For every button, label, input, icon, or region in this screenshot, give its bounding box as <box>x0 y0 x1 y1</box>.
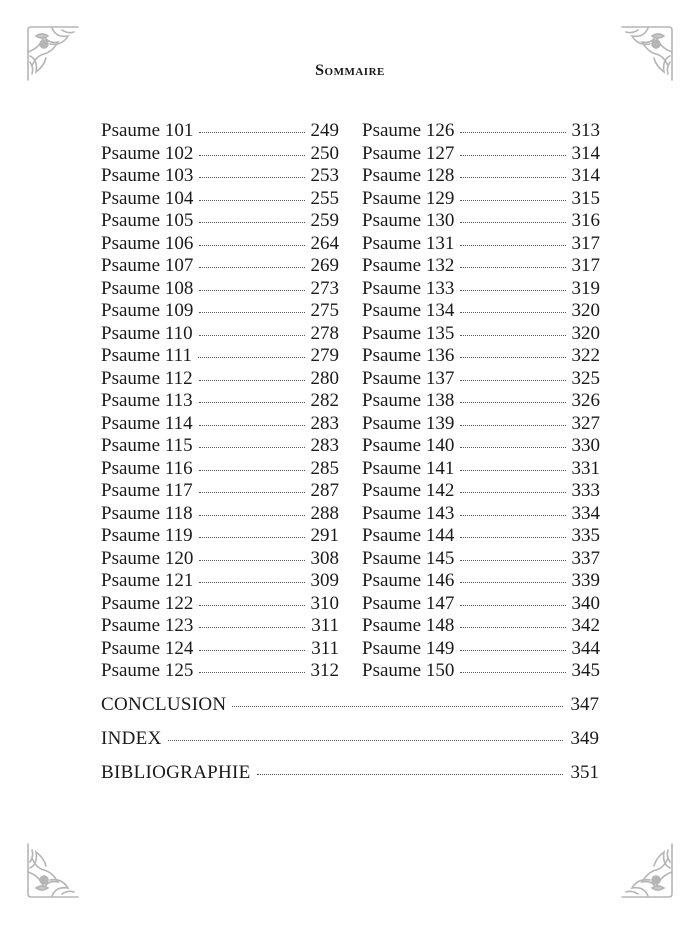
toc-row[interactable] <box>101 503 339 526</box>
dot-leader <box>460 267 565 268</box>
toc-page-number: 339 <box>571 570 600 591</box>
toc-entry-label: Psaume 105 <box>101 210 194 231</box>
toc-row[interactable] <box>101 660 339 683</box>
dot-leader <box>460 537 565 538</box>
toc-section-row[interactable] <box>101 694 599 728</box>
toc-page-number: 259 <box>310 210 339 231</box>
toc-page-number: 278 <box>310 322 339 344</box>
toc-page-number: 249 <box>310 120 339 141</box>
toc-entry-label: Psaume 112 <box>101 367 193 389</box>
page-title: Sommaire <box>315 62 385 79</box>
toc-row[interactable] <box>101 323 339 346</box>
toc-entry-label: Psaume 127 <box>362 142 455 164</box>
toc-page-number: 264 <box>310 232 339 254</box>
toc-page-number: 331 <box>571 457 600 479</box>
toc-entry-label: Psaume 141 <box>362 457 455 479</box>
toc-row[interactable] <box>101 435 339 458</box>
toc-page-number: 317 <box>571 232 600 254</box>
toc-page-number: 325 <box>571 367 600 389</box>
dot-leader <box>232 706 562 707</box>
toc-entry-label: Psaume 142 <box>362 480 455 501</box>
dot-leader <box>460 380 565 381</box>
dot-leader <box>199 560 304 561</box>
dot-leader <box>199 335 305 336</box>
toc-entry-label: Psaume 136 <box>362 345 455 366</box>
dot-leader <box>460 492 565 493</box>
toc-row[interactable] <box>362 413 600 436</box>
toc-page-number: 340 <box>571 592 600 614</box>
toc-row[interactable] <box>362 210 600 233</box>
dot-leader <box>199 155 304 156</box>
toc-entry-label: Psaume 128 <box>362 165 455 186</box>
dot-leader <box>199 222 304 223</box>
toc-row[interactable] <box>362 390 600 413</box>
toc-entry-label: Psaume 132 <box>362 255 455 276</box>
toc-entry-label: Psaume 126 <box>362 120 455 141</box>
toc-row[interactable] <box>101 188 339 211</box>
toc-page-number: 320 <box>571 300 600 321</box>
dot-leader <box>199 177 304 178</box>
dot-leader <box>257 774 563 775</box>
toc-page-number: 349 <box>570 728 599 749</box>
dot-leader <box>168 740 563 741</box>
toc-page-number: 319 <box>571 277 600 299</box>
dot-leader <box>199 650 305 651</box>
toc-row[interactable] <box>101 165 339 188</box>
dot-leader <box>199 515 305 516</box>
toc-page-number: 288 <box>310 502 339 524</box>
toc-row[interactable] <box>101 120 339 143</box>
toc-entry-label: Psaume 140 <box>362 435 455 456</box>
toc-page-number: 287 <box>310 480 339 501</box>
toc-page-number: 308 <box>310 547 339 569</box>
floral-corner-icon <box>618 840 678 902</box>
dot-leader <box>460 560 565 561</box>
toc-row[interactable] <box>362 548 600 571</box>
toc-entry-label: Psaume 138 <box>362 390 455 411</box>
dot-leader <box>460 582 565 583</box>
toc-row[interactable] <box>362 435 600 458</box>
toc-page-number: 315 <box>571 187 600 209</box>
dot-leader <box>199 582 304 583</box>
toc-page-number: 322 <box>571 345 600 366</box>
toc-page-number: 342 <box>571 615 600 636</box>
toc-entry-label: Psaume 118 <box>101 502 193 524</box>
dot-leader <box>199 402 305 403</box>
dot-leader <box>199 470 305 471</box>
toc-page-number: 273 <box>310 277 339 299</box>
toc-page-number: 283 <box>310 412 339 434</box>
toc-entry-label: Psaume 121 <box>101 570 194 591</box>
toc-entry-label: Psaume 113 <box>101 390 193 411</box>
toc-entry-label: Psaume 146 <box>362 570 455 591</box>
toc-page-number: 335 <box>571 525 600 546</box>
toc-page-number: 311 <box>311 615 339 636</box>
toc-page-number: 334 <box>571 502 600 524</box>
toc-entry-label: Psaume 149 <box>362 637 455 659</box>
dot-leader <box>460 245 565 246</box>
dot-leader <box>199 447 305 448</box>
toc-row[interactable] <box>101 390 339 413</box>
toc-page-number: 253 <box>310 165 339 186</box>
toc-row[interactable] <box>101 255 339 278</box>
toc-page-number: 310 <box>310 592 339 614</box>
toc-sections <box>101 694 599 796</box>
dot-leader <box>460 222 565 223</box>
toc-row[interactable] <box>362 458 600 481</box>
dot-leader <box>460 155 565 156</box>
toc-entry-label: Psaume 115 <box>101 435 193 456</box>
toc-page-number: 285 <box>310 457 339 479</box>
toc-entry-label: Psaume 129 <box>362 187 455 209</box>
toc-row[interactable] <box>101 143 339 166</box>
dot-leader <box>199 267 304 268</box>
dot-leader <box>199 627 305 628</box>
toc-row[interactable] <box>362 300 600 323</box>
toc-row[interactable] <box>101 345 339 368</box>
dot-leader <box>460 650 565 651</box>
dot-leader <box>460 200 565 201</box>
toc-page-number: 311 <box>311 637 339 659</box>
dot-leader <box>199 200 304 201</box>
toc-page-number: 317 <box>571 255 600 276</box>
toc-entry-label: Psaume 135 <box>362 322 455 344</box>
dot-leader <box>460 605 565 606</box>
dot-leader <box>460 335 565 336</box>
toc-entry-label: Psaume 107 <box>101 255 194 276</box>
dot-leader <box>460 312 565 313</box>
toc-row[interactable] <box>362 143 600 166</box>
toc-entry-label: Psaume 134 <box>362 300 455 321</box>
toc-page-number: 337 <box>571 547 600 569</box>
toc-entry-label: Psaume 148 <box>362 615 455 636</box>
dot-leader <box>199 605 304 606</box>
toc-page-number: 313 <box>571 120 600 141</box>
toc-page-number: 309 <box>310 570 339 591</box>
toc-row[interactable] <box>362 503 600 526</box>
toc-entry-label: Psaume 101 <box>101 120 194 141</box>
toc-entry-label: Psaume 120 <box>101 547 194 569</box>
dot-leader <box>460 425 565 426</box>
toc-row[interactable] <box>362 615 600 638</box>
dot-leader <box>460 447 565 448</box>
toc-row[interactable] <box>362 233 600 256</box>
dot-leader <box>460 515 565 516</box>
toc-row[interactable] <box>101 368 339 391</box>
dot-leader <box>198 357 305 358</box>
toc-page-number: 269 <box>310 255 339 276</box>
toc-row[interactable] <box>362 188 600 211</box>
dot-leader <box>199 537 305 538</box>
toc-row[interactable] <box>101 458 339 481</box>
toc-page-number: 282 <box>310 390 339 411</box>
toc-column-right <box>362 120 600 683</box>
toc-row[interactable] <box>101 480 339 503</box>
toc-entry-label: Psaume 104 <box>101 187 194 209</box>
toc-section-label: CONCLUSION <box>101 694 227 715</box>
toc-page-number: 291 <box>310 525 339 546</box>
toc-entry-label: Psaume 109 <box>101 300 194 321</box>
toc-entry-label: Psaume 111 <box>101 345 192 366</box>
toc-row[interactable] <box>101 615 339 638</box>
toc-page-number: 275 <box>310 300 339 321</box>
toc-entry-label: Psaume 145 <box>362 547 455 569</box>
toc-section-label: BIBLIOGRAPHIE <box>101 762 251 783</box>
dot-leader <box>199 425 305 426</box>
dot-leader <box>460 357 565 358</box>
toc-entry-label: Psaume 119 <box>101 525 193 546</box>
toc-page-number: 330 <box>571 435 600 456</box>
dot-leader <box>199 290 304 291</box>
toc-page-number: 314 <box>571 165 600 186</box>
toc-page-number: 283 <box>310 435 339 456</box>
toc-entry-label: Psaume 147 <box>362 592 455 614</box>
toc-entry-label: Psaume 143 <box>362 502 455 524</box>
toc-page-number: 255 <box>310 187 339 209</box>
toc-entry-label: Psaume 125 <box>101 660 194 681</box>
floral-corner-icon <box>22 840 82 902</box>
toc-row[interactable] <box>101 570 339 593</box>
dot-leader <box>199 312 304 313</box>
toc-page-number: 314 <box>571 142 600 164</box>
toc-row[interactable] <box>101 525 339 548</box>
toc-entry-label: Psaume 102 <box>101 142 194 164</box>
toc-entry-label: Psaume 116 <box>101 457 193 479</box>
toc-column-left <box>101 120 339 683</box>
dot-leader <box>199 132 304 133</box>
toc-row[interactable] <box>362 480 600 503</box>
toc-page-number: 312 <box>310 660 339 681</box>
toc-row[interactable] <box>362 593 600 616</box>
toc-page-number: 345 <box>571 660 600 681</box>
toc-page-number: 250 <box>310 142 339 164</box>
toc-row[interactable] <box>101 278 339 301</box>
toc-entry-label: Psaume 124 <box>101 637 194 659</box>
toc-page-number: 327 <box>571 412 600 434</box>
toc-entry-label: Psaume 150 <box>362 660 455 681</box>
toc-entry-label: Psaume 137 <box>362 367 455 389</box>
dot-leader <box>460 290 565 291</box>
toc-row[interactable] <box>101 638 339 661</box>
toc-entry-label: Psaume 131 <box>362 232 455 254</box>
toc-page-number: 320 <box>571 322 600 344</box>
toc-entry-label: Psaume 122 <box>101 592 194 614</box>
dot-leader <box>460 627 565 628</box>
toc-row[interactable] <box>362 278 600 301</box>
toc-entry-label: Psaume 108 <box>101 277 194 299</box>
dot-leader <box>199 492 305 493</box>
toc-row[interactable] <box>362 570 600 593</box>
toc-page-number: 326 <box>571 390 600 411</box>
toc-entry-label: Psaume 106 <box>101 232 194 254</box>
toc-entry-label: Psaume 139 <box>362 412 455 434</box>
toc-entry-label: Psaume 103 <box>101 165 194 186</box>
toc-row[interactable] <box>101 593 339 616</box>
toc-row[interactable] <box>362 323 600 346</box>
toc-row[interactable] <box>362 525 600 548</box>
toc-row[interactable] <box>362 165 600 188</box>
toc-section-label: INDEX <box>101 728 162 749</box>
toc-row[interactable] <box>101 210 339 233</box>
dot-leader <box>199 380 305 381</box>
toc-row[interactable] <box>101 233 339 256</box>
toc-entry-label: Psaume 117 <box>101 480 193 501</box>
toc-row[interactable] <box>101 413 339 436</box>
toc-entry-label: Psaume 114 <box>101 412 193 434</box>
dot-leader <box>460 672 565 673</box>
toc-row[interactable] <box>362 638 600 661</box>
toc-page-number: 280 <box>310 367 339 389</box>
toc-row[interactable] <box>362 345 600 368</box>
toc-entry-label: Psaume 133 <box>362 277 455 299</box>
toc-row[interactable] <box>362 255 600 278</box>
toc-page-number: 347 <box>570 694 599 715</box>
toc-page-number: 344 <box>571 637 600 659</box>
toc-page-number: 351 <box>570 762 599 783</box>
toc-page-number: 279 <box>310 345 339 366</box>
toc-row[interactable] <box>362 368 600 391</box>
toc-row[interactable] <box>362 120 600 143</box>
toc-row[interactable] <box>101 300 339 323</box>
dot-leader <box>199 672 304 673</box>
dot-leader <box>460 402 565 403</box>
dot-leader <box>460 470 565 471</box>
toc-entry-label: Psaume 144 <box>362 525 455 546</box>
toc-section-row[interactable] <box>101 728 599 762</box>
dot-leader <box>460 177 565 178</box>
toc-entry-label: Psaume 123 <box>101 615 194 636</box>
dot-leader <box>199 245 304 246</box>
toc-entry-label: Psaume 110 <box>101 322 193 344</box>
toc-page-number: 333 <box>571 480 600 501</box>
dot-leader <box>460 132 565 133</box>
toc-row[interactable] <box>101 548 339 571</box>
toc-page-number: 316 <box>571 210 600 231</box>
toc-section-row[interactable] <box>101 762 599 796</box>
toc-entry-label: Psaume 130 <box>362 210 455 231</box>
toc-row[interactable] <box>362 660 600 683</box>
